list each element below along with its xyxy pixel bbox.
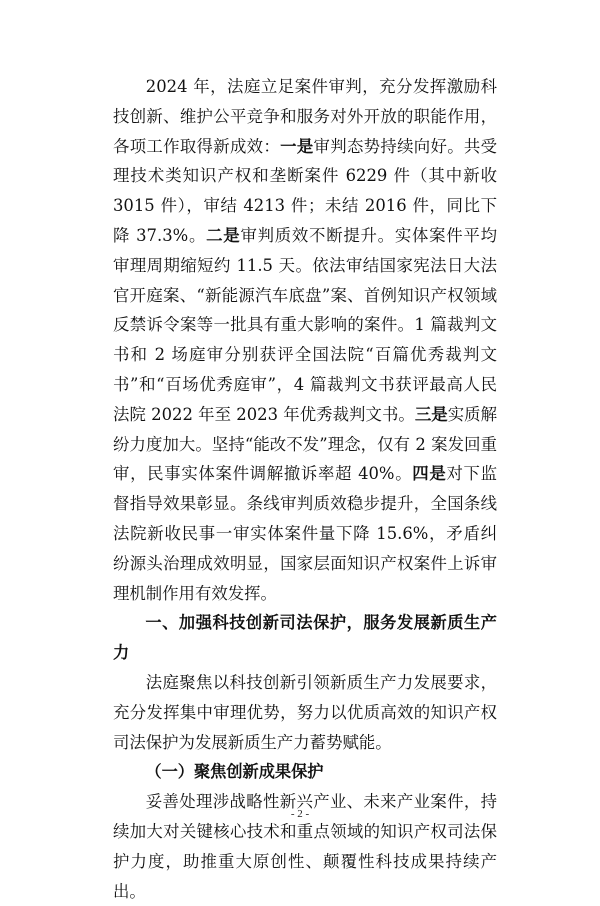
subsection-heading-1: （一）聚焦创新成果保护 <box>145 762 324 782</box>
point-4-text: 对下监督指导效果彰显。条线审判质效稳步提升，全国条线法院新收民事一审实体案件量下降 15.6%，矛盾纠纷源头治理成效明显，国家层面知识产权案件上诉审理机制作用有效发挥。 <box>113 464 498 603</box>
point-3-label: 三是 <box>414 404 448 424</box>
point-2-text: 审判质效不断提升。实体案件平均审理周期缩短约 11.5 天。依法审结国家宪法日大法官开庭案、“新能源汽车底盘”案、首例知识产权领域反禁诉令案等一批具有重大影响的案件。1 篇裁判文书和 2 场庭审分别获评全国法院“百篇优秀裁判文书”和“百场优秀庭审”，4 篇裁判文书获评最高人民法院 2022 年至 2023 年优秀裁判文书。 <box>113 225 498 424</box>
point-2-label: 二是 <box>206 225 241 245</box>
section-heading-1: 一、加强科技创新司法保护，服务发展新质生产力 <box>113 613 497 663</box>
point-4-label: 四是 <box>412 464 447 484</box>
page-number: - 2 - <box>290 808 310 820</box>
point-1-label: 一是 <box>280 136 314 156</box>
paragraph-subsection-1: 妥善处理涉战略性新兴产业、未来产业案件，持续加大对关键核心技术和重点领域的知识产权司法保护力度，助推重大原创性、颠覆性科技成果持续产出。 <box>113 792 497 901</box>
summary-intro: 2024 年，法庭立足案件审判，充分发挥激励科技创新、维护公平竞争和服务对外开放的职能作用，各项工作取得新成效： <box>113 77 497 156</box>
paragraph-section-1: 法庭聚焦以科技创新引领新质生产力发展要求，充分发挥集中审理优势，努力以优质高效的知识产权司法保护为发展新质生产力蓄势赋能。 <box>113 672 497 752</box>
point-1-text: 审判态势持续向好。共受理技术类知识产权和垄断案件 6229 件（其中新收 3015 件），审结 4213 件；未结 2016 件，同比下降 37.3%。 <box>113 136 498 245</box>
paragraph-summary <box>113 72 497 608</box>
document-body <box>113 72 497 906</box>
point-3-text: 实质解纷力度加大。坚持“能改不发”理念，仅有 2 案发回重审，民事实体案件调解撤诉率超 40%。 <box>113 404 497 484</box>
